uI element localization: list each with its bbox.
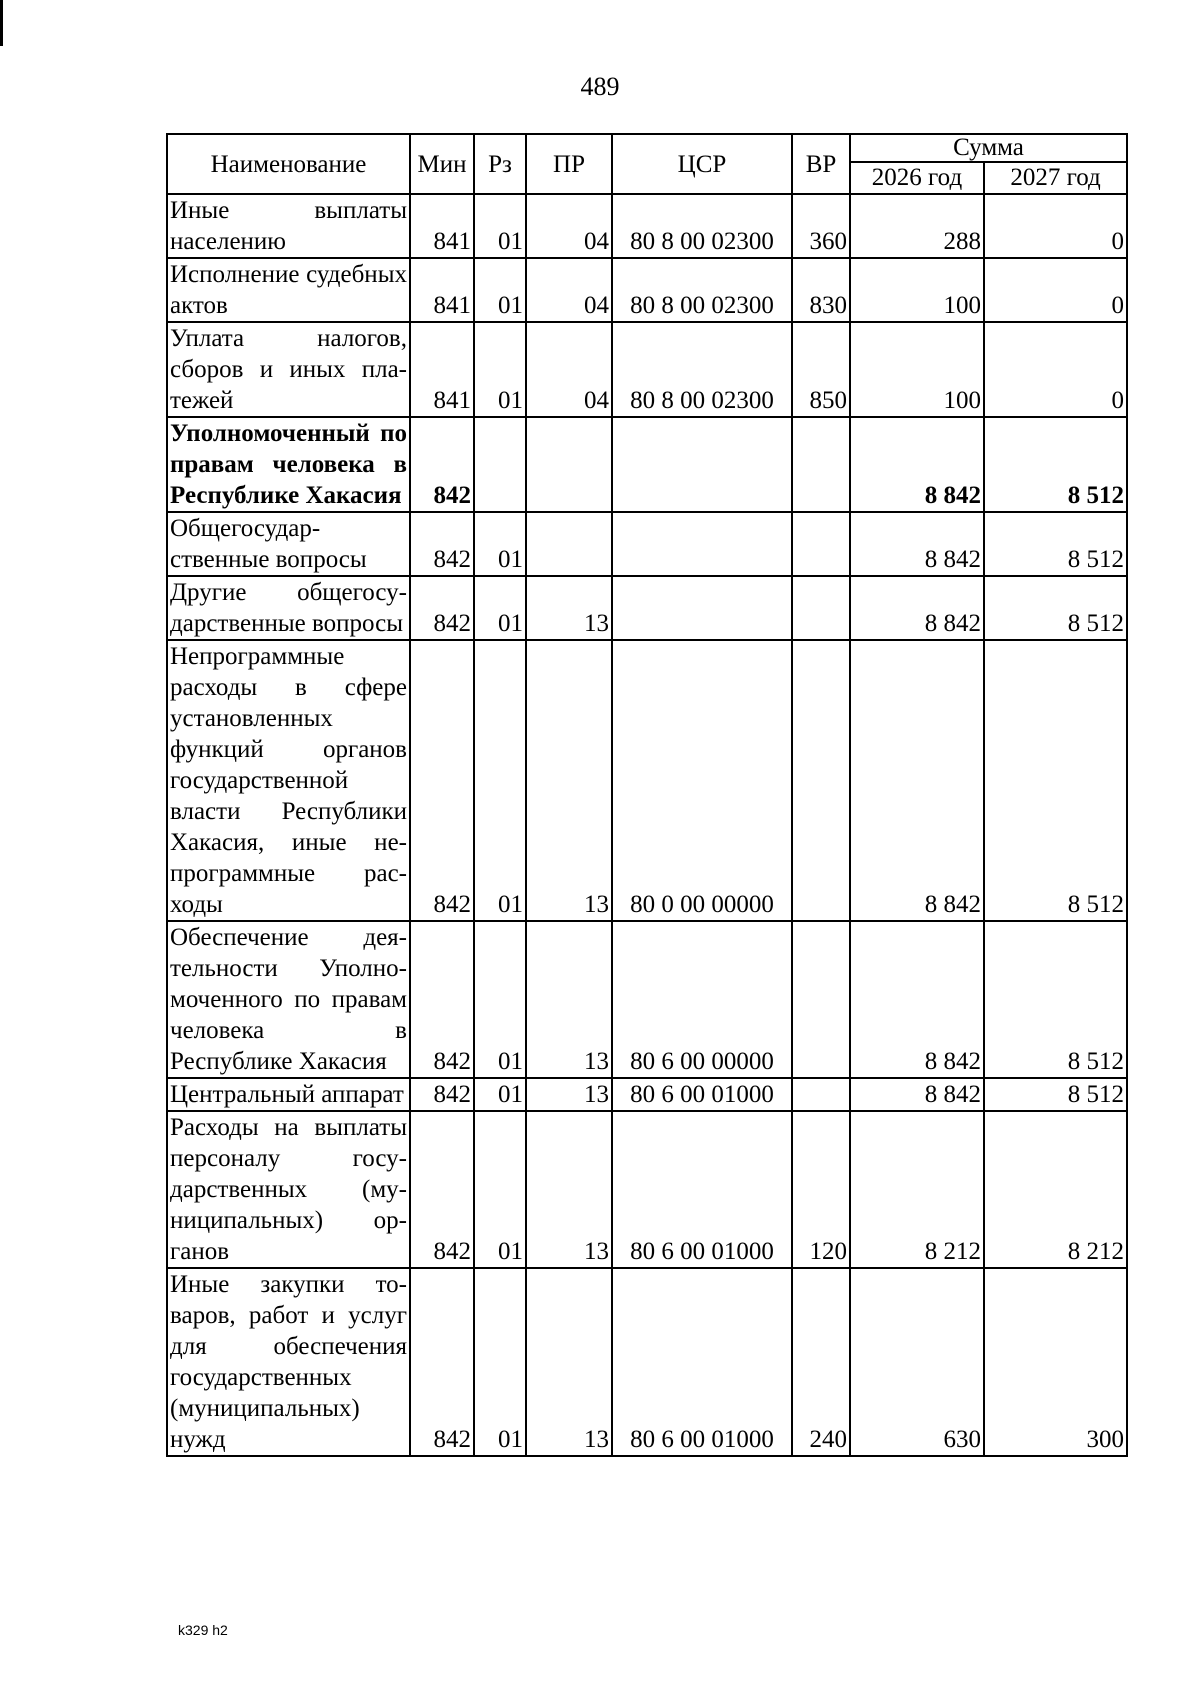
cell-pr: 13 bbox=[526, 1078, 612, 1111]
cell-name: Общегосударственные вопросы bbox=[167, 512, 410, 576]
cell-sum-2026: 630 bbox=[850, 1268, 984, 1456]
cell-rz: 01 bbox=[474, 921, 526, 1078]
header-pr: ПР bbox=[526, 134, 612, 194]
cell-csr bbox=[612, 576, 792, 640]
cell-csr: 80 8 00 02300 bbox=[612, 194, 792, 258]
cell-rz: 01 bbox=[474, 1078, 526, 1111]
cell-sum-2026: 100 bbox=[850, 322, 984, 417]
cell-min: 841 bbox=[410, 258, 474, 322]
cell-rz: 01 bbox=[474, 1268, 526, 1456]
cell-min: 842 bbox=[410, 417, 474, 512]
cell-rz: 01 bbox=[474, 194, 526, 258]
cell-min: 842 bbox=[410, 1078, 474, 1111]
cell-sum-2026: 8 212 bbox=[850, 1111, 984, 1268]
cell-pr bbox=[526, 512, 612, 576]
cell-pr: 04 bbox=[526, 322, 612, 417]
cell-vr bbox=[792, 921, 850, 1078]
budget-table bbox=[166, 133, 1128, 1457]
cell-min: 842 bbox=[410, 1268, 474, 1456]
cell-sum-2027: 8 512 bbox=[984, 1078, 1127, 1111]
cell-name: Уполномоченный по правам человека в Республике Хакасия bbox=[167, 417, 410, 512]
header-csr: ЦСР bbox=[612, 134, 792, 194]
table-row bbox=[167, 576, 1127, 640]
page-number: 489 bbox=[580, 72, 620, 101]
cell-vr: 850 bbox=[792, 322, 850, 417]
cell-pr: 13 bbox=[526, 921, 612, 1078]
cell-name: Уплата налогов, сборов и иных платежей bbox=[167, 322, 410, 417]
cell-name: Расходы на выплаты персоналу государственных (муниципальных) органов bbox=[167, 1111, 410, 1268]
cell-min: 841 bbox=[410, 322, 474, 417]
cell-pr: 13 bbox=[526, 1111, 612, 1268]
cell-vr: 120 bbox=[792, 1111, 850, 1268]
cell-rz: 01 bbox=[474, 1111, 526, 1268]
table-row bbox=[167, 322, 1127, 417]
cell-sum-2027: 0 bbox=[984, 194, 1127, 258]
cell-min: 842 bbox=[410, 1111, 474, 1268]
cell-vr bbox=[792, 576, 850, 640]
cell-rz bbox=[474, 417, 526, 512]
header-rz: Рз bbox=[474, 134, 526, 194]
cell-sum-2026: 288 bbox=[850, 194, 984, 258]
cell-csr: 80 6 00 01000 bbox=[612, 1111, 792, 1268]
header-min: Мин bbox=[410, 134, 474, 194]
cell-vr: 830 bbox=[792, 258, 850, 322]
cell-rz: 01 bbox=[474, 640, 526, 921]
cell-pr: 13 bbox=[526, 640, 612, 921]
cell-pr: 04 bbox=[526, 258, 612, 322]
cell-sum-2026: 8 842 bbox=[850, 512, 984, 576]
cell-pr: 13 bbox=[526, 1268, 612, 1456]
cell-sum-2027: 8 512 bbox=[984, 640, 1127, 921]
cell-name: Непрограммные расходы в сфере установленных функций органов государственной власти Республики Хакасия, иные непрограммные расходы bbox=[167, 640, 410, 921]
cell-sum-2027: 0 bbox=[984, 258, 1127, 322]
header-year-2026: 2026 год bbox=[850, 162, 984, 194]
cell-csr: 80 0 00 00000 bbox=[612, 640, 792, 921]
cell-sum-2027: 8 512 bbox=[984, 921, 1127, 1078]
cell-name: Иные выплаты населению bbox=[167, 194, 410, 258]
table-body bbox=[167, 194, 1127, 1456]
footer-code: k329 h2 bbox=[178, 1622, 228, 1638]
cell-vr bbox=[792, 417, 850, 512]
cell-pr: 13 bbox=[526, 576, 612, 640]
cell-name: Центральный аппарат bbox=[167, 1078, 410, 1111]
cell-pr bbox=[526, 417, 612, 512]
table-row bbox=[167, 1268, 1127, 1456]
header-year-2027: 2027 год bbox=[984, 162, 1127, 194]
cell-vr bbox=[792, 512, 850, 576]
cell-rz: 01 bbox=[474, 322, 526, 417]
scan-edge-mark bbox=[0, 0, 3, 46]
table-row bbox=[167, 512, 1127, 576]
cell-rz: 01 bbox=[474, 512, 526, 576]
cell-vr: 240 bbox=[792, 1268, 850, 1456]
cell-csr: 80 6 00 01000 bbox=[612, 1268, 792, 1456]
cell-name: Исполнение судебных актов bbox=[167, 258, 410, 322]
cell-rz: 01 bbox=[474, 258, 526, 322]
table-row bbox=[167, 194, 1127, 258]
cell-sum-2026: 8 842 bbox=[850, 576, 984, 640]
cell-sum-2027: 8 512 bbox=[984, 576, 1127, 640]
cell-sum-2027: 8 512 bbox=[984, 417, 1127, 512]
cell-name: Иные закупки товаров, работ и услуг для обеспечения государственных (муниципальных) нужд bbox=[167, 1268, 410, 1456]
cell-min: 842 bbox=[410, 640, 474, 921]
cell-vr bbox=[792, 640, 850, 921]
cell-sum-2027: 0 bbox=[984, 322, 1127, 417]
header-vr: ВР bbox=[792, 134, 850, 194]
table-row bbox=[167, 1111, 1127, 1268]
header-sum: Сумма bbox=[850, 134, 1127, 162]
cell-name: Другие общегосударственные вопросы bbox=[167, 576, 410, 640]
cell-csr: 80 6 00 01000 bbox=[612, 1078, 792, 1111]
table-row bbox=[167, 258, 1127, 322]
cell-rz: 01 bbox=[474, 576, 526, 640]
table-row bbox=[167, 640, 1127, 921]
cell-csr: 80 6 00 00000 bbox=[612, 921, 792, 1078]
cell-csr: 80 8 00 02300 bbox=[612, 322, 792, 417]
cell-csr bbox=[612, 512, 792, 576]
table-row bbox=[167, 921, 1127, 1078]
cell-pr: 04 bbox=[526, 194, 612, 258]
cell-sum-2026: 8 842 bbox=[850, 640, 984, 921]
cell-sum-2026: 100 bbox=[850, 258, 984, 322]
cell-csr: 80 8 00 02300 bbox=[612, 258, 792, 322]
cell-min: 842 bbox=[410, 576, 474, 640]
header-name: Наименование bbox=[167, 134, 410, 194]
cell-sum-2026: 8 842 bbox=[850, 921, 984, 1078]
table-row bbox=[167, 1078, 1127, 1111]
table-row bbox=[167, 417, 1127, 512]
cell-vr: 360 bbox=[792, 194, 850, 258]
cell-sum-2027: 300 bbox=[984, 1268, 1127, 1456]
cell-min: 842 bbox=[410, 512, 474, 576]
cell-vr bbox=[792, 1078, 850, 1111]
cell-sum-2027: 8 512 bbox=[984, 512, 1127, 576]
cell-name: Обеспечение деятельности Уполномоченного по правам человека в Республике Хакасия bbox=[167, 921, 410, 1078]
cell-min: 842 bbox=[410, 921, 474, 1078]
cell-sum-2026: 8 842 bbox=[850, 417, 984, 512]
cell-sum-2026: 8 842 bbox=[850, 1078, 984, 1111]
cell-csr bbox=[612, 417, 792, 512]
cell-sum-2027: 8 212 bbox=[984, 1111, 1127, 1268]
cell-min: 841 bbox=[410, 194, 474, 258]
